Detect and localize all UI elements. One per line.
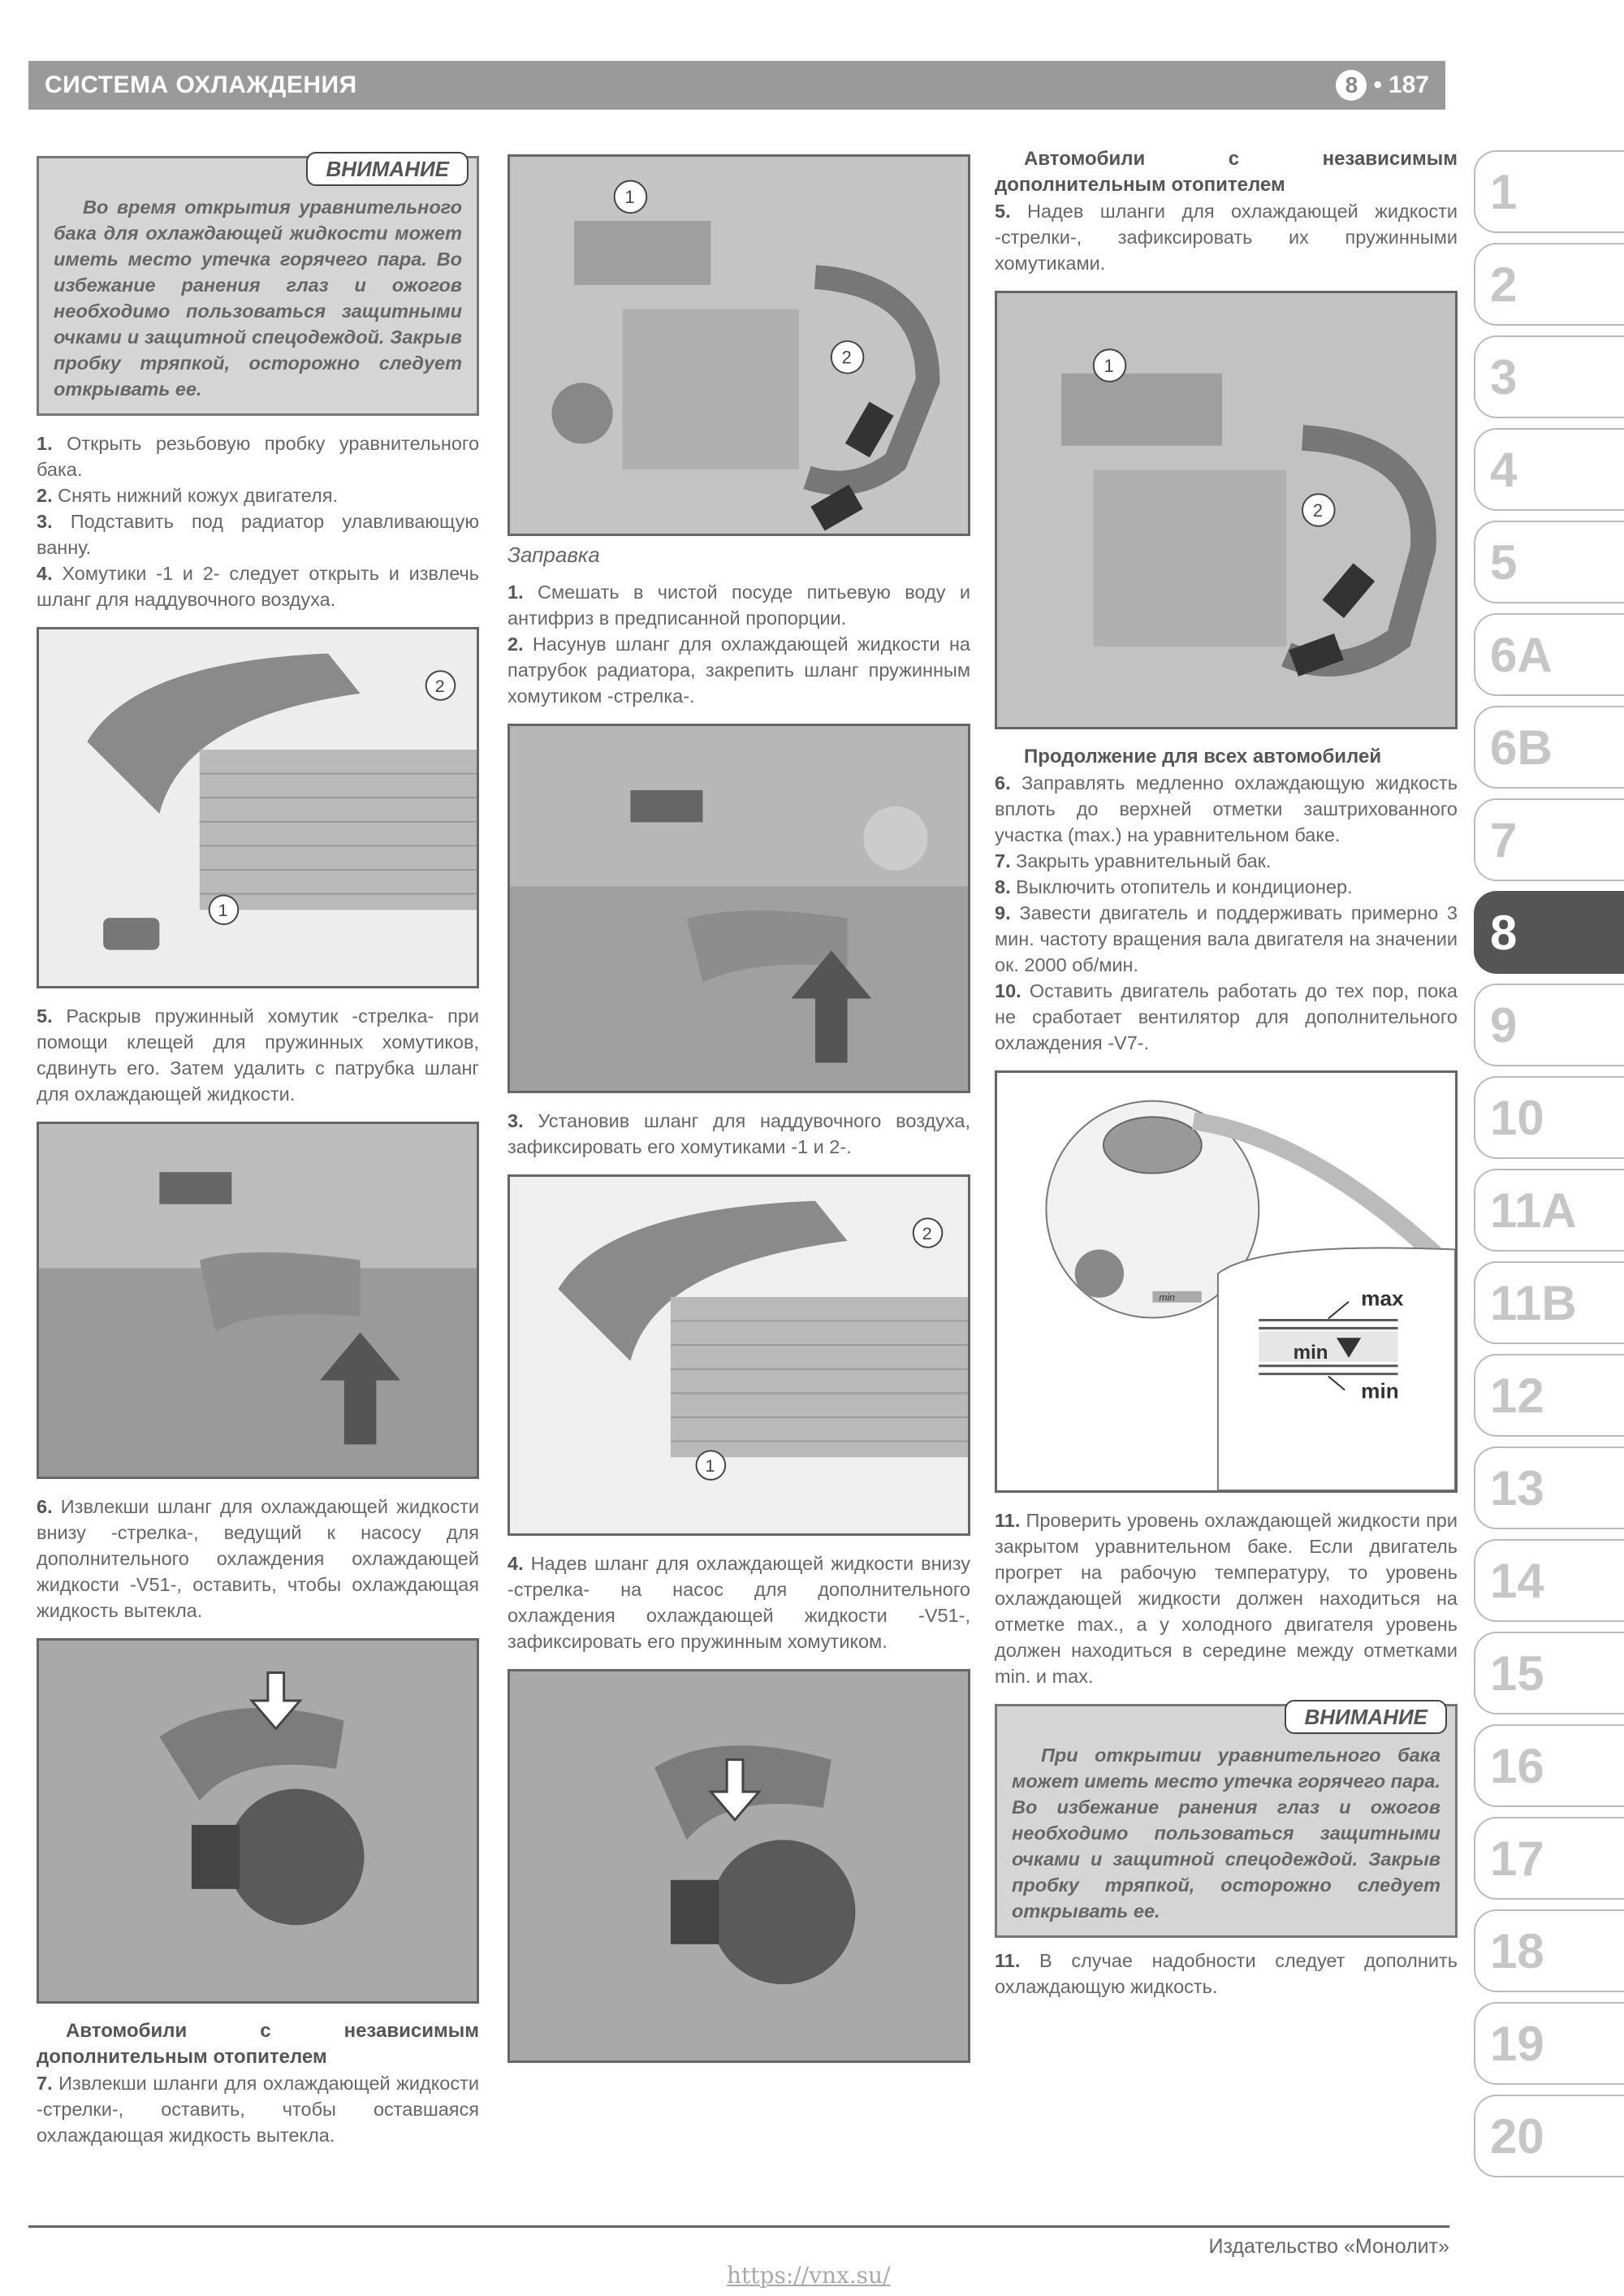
- figure-charge-air-hose: [508, 1174, 970, 1536]
- figure-radiator-connect: [508, 724, 970, 1093]
- chapter-tab[interactable]: 1: [1474, 150, 1624, 233]
- step: 10. Оставить двигатель работать до тех пор, пока не сработает вентилятор для дополнительного охлаждения -V7-.: [995, 980, 1458, 1053]
- svg-text:min: min: [1361, 1380, 1399, 1403]
- chapter-tabs: [1474, 150, 1624, 2187]
- chapter-tab[interactable]: 6A: [1474, 613, 1624, 696]
- step: 9. Завести двигатель и поддерживать примерно 3 мин. частоту вращения вала двигателя на значении ок. 2000 об/мин.: [995, 902, 1458, 975]
- step: 11. В случае надобности следует дополнить охлаждающую жидкость.: [995, 1950, 1458, 1997]
- chapter-tab[interactable]: 6B: [1474, 706, 1624, 789]
- svg-text:2: 2: [1312, 499, 1323, 521]
- refill-heading: Заправка: [508, 543, 600, 567]
- svg-text:2: 2: [922, 1222, 932, 1243]
- step: 8. Выключить отопитель и кондиционер.: [995, 876, 1353, 897]
- separator: •: [1373, 71, 1382, 98]
- chapter-tab[interactable]: 4: [1474, 428, 1624, 511]
- step: 7. Извлекши шланги для охлаждающей жидкости -стрелки-, оставить, чтобы оставшаяся охлаждающая жидкость вытекла.: [37, 2073, 479, 2146]
- step: 6. Извлекши шланг для охлаждающей жидкости внизу -стрелка-, ведущий к насосу для дополнительного охлаждения охлаждающей жидкости -V51-, оставить, чтобы охлаждающая жидкость вытекла.: [37, 1496, 479, 1621]
- chapter-tab[interactable]: 13: [1474, 1446, 1624, 1529]
- svg-text:2: 2: [434, 675, 445, 696]
- chapter-tab[interactable]: 18: [1474, 1909, 1624, 1992]
- chapter-tab[interactable]: 7: [1474, 798, 1624, 881]
- chapter-tab[interactable]: 3: [1474, 335, 1624, 418]
- chapter-tab[interactable]: 10: [1474, 1076, 1624, 1159]
- chapter-tab[interactable]: 19: [1474, 2002, 1624, 2085]
- column-3: [995, 146, 1458, 2000]
- step: 2. Насунув шланг для охлаждающей жидкости на патрубок радиатора, закрепить шланг пружинным хомутиком -стрелка-.: [508, 633, 971, 707]
- figure-pump-v51: [37, 1638, 479, 2004]
- chapter-tab-active[interactable]: 8: [1474, 891, 1624, 974]
- warning-box: [995, 1704, 1458, 1938]
- figure-expansion-tank-levels: [995, 1070, 1458, 1493]
- column-1: [37, 146, 479, 2148]
- step: 11. Проверить уровень охлаждающей жидкости при закрытом уравнительном баке. Если двигатель прогрет на рабочую температуру, то уровень охлаждающей жидкости должен находиться на отметке max., а у холодного двигателя уровень должен находиться в середине между отметками min. и max.: [995, 1510, 1458, 1687]
- subheading-all-cars: Продолжение для всех автомобилей: [1024, 746, 1382, 767]
- svg-text:2: 2: [841, 347, 852, 368]
- svg-text:1: 1: [1104, 355, 1114, 376]
- warning-text: Во время открытия уравнительного бака для охлаждающей жидкости может иметь место утечка горячего пара. Во избежание ранения глаз и ожогов необходимо пользоваться защитными очками и защитной спецодеждой. Закрыв пробку тряпкой, осторожно следует открывать ее.: [54, 197, 462, 400]
- step: 4. Хомутики -1 и 2- следует открыть и извлечь шланг для наддувочного воздуха.: [37, 563, 479, 610]
- chapter-tab[interactable]: 11A: [1474, 1169, 1624, 1252]
- figure-pump-reinstall: [508, 1669, 970, 2063]
- svg-text:1: 1: [705, 1455, 715, 1477]
- column-2: [508, 146, 970, 2063]
- chapter-tab[interactable]: 20: [1474, 2095, 1624, 2177]
- chapter-tab[interactable]: 2: [1474, 243, 1624, 326]
- warning-label: ВНИМАНИЕ: [1285, 1700, 1447, 1734]
- chapter-tab[interactable]: 11B: [1474, 1261, 1624, 1344]
- publisher-name: Издательство «Монолит»: [1208, 2235, 1449, 2258]
- chapter-tab[interactable]: 9: [1474, 984, 1624, 1066]
- figure-engine-hoses: [995, 291, 1458, 729]
- step: 1. Смешать в чистой посуде питьевую воду и антифриз в предписанной пропорции.: [508, 582, 971, 629]
- step: 2. Снять нижний кожух двигателя.: [37, 485, 338, 506]
- figure-hose-arrow: [37, 1122, 479, 1479]
- figure-radiator-hose: [37, 627, 479, 988]
- step: 7. Закрыть уравнительный бак.: [995, 850, 1272, 871]
- page-header: [28, 61, 1445, 110]
- chapter-tab[interactable]: 17: [1474, 1817, 1624, 1900]
- svg-text:min: min: [1293, 1342, 1328, 1364]
- svg-text:max: max: [1361, 1287, 1404, 1311]
- figure-engine-clamps: [508, 154, 970, 536]
- chapter-number: 8: [1336, 70, 1367, 101]
- chapter-tab[interactable]: 15: [1474, 1632, 1624, 1714]
- step: 5. Раскрыв пружинный хомутик -стрелка- при помощи клещей для пружинных хомутиков, сдвинуть его. Затем удалить с патрубка шланг для охлаждающей жидкости.: [37, 1005, 479, 1105]
- warning-box: [37, 156, 479, 416]
- svg-text:1: 1: [218, 900, 228, 921]
- svg-text:1: 1: [624, 187, 635, 208]
- step: 1. Открыть резьбовую пробку уравнительного бака.: [37, 433, 480, 480]
- svg-text:min: min: [1159, 1291, 1175, 1304]
- step: 4. Надев шланг для охлаждающей жидкости внизу -стрелка- на насос для дополнительного охлаждения охлаждающей жидкости -V51-, зафиксировать его пружинным хомутиком.: [508, 1553, 970, 1652]
- page-indicator: [1336, 70, 1429, 101]
- step: 3. Установив шланг для наддувочного воздуха, зафиксировать его хомутиками -1 и 2-.: [508, 1110, 971, 1157]
- step: 6. Заправлять медленно охлаждающую жидкость вплоть до верхней отметки заштрихованного участка (max.) на уравнительном баке.: [995, 772, 1458, 845]
- step: 5. Надев шланги для охлаждающей жидкости -стрелки-, зафиксировать их пружинными хомутиками.: [995, 201, 1458, 274]
- step: 3. Подставить под радиатор улавливающую ванну.: [37, 511, 480, 558]
- section-title: СИСТЕМА ОХЛАЖДЕНИЯ: [45, 71, 357, 98]
- chapter-tab[interactable]: 14: [1474, 1539, 1624, 1622]
- warning-text: При открытии уравнительного бака может иметь место утечка горячего пара. Во избежание ранения глаз и ожогов необходимо пользоваться защитными очками и защитной спецодеждой. Закрыв пробку тряпкой, осторожно следует открывать ее.: [1012, 1745, 1440, 1922]
- chapter-tab[interactable]: 5: [1474, 521, 1624, 603]
- page-number: 187: [1388, 71, 1429, 98]
- subheading-independent-heater: Автомобили с независимым дополнительным отопителем: [37, 2020, 479, 2068]
- subheading-independent-heater: Автомобили с независимым дополнительным отопителем: [995, 148, 1458, 196]
- warning-label: ВНИМАНИЕ: [306, 152, 469, 186]
- footer-divider: [28, 2225, 1449, 2228]
- chapter-tab[interactable]: 12: [1474, 1354, 1624, 1437]
- source-link[interactable]: https://vnx.su/: [727, 2262, 891, 2289]
- chapter-tab[interactable]: 16: [1474, 1724, 1624, 1807]
